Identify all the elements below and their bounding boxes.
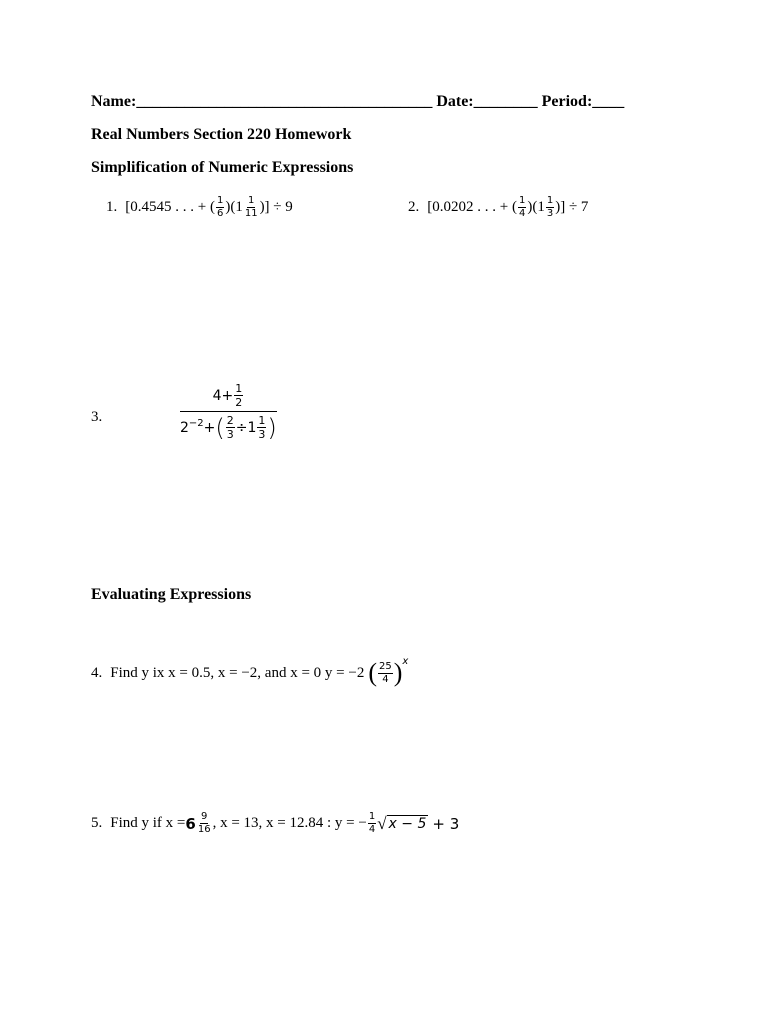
fraction: $\frac{1}{3}$ — [258, 414, 266, 441]
fraction: $\frac{1}{11}$ — [244, 195, 258, 219]
problem-number: 5. — [91, 815, 103, 831]
fraction: $\frac{1}{4}$ — [368, 811, 376, 835]
fraction-numerator: 4+ $\frac{1}{2}$ — [212, 382, 243, 409]
fraction: $\frac{1}{2}$ — [235, 382, 243, 409]
problem-number: 2. — [408, 199, 420, 215]
fraction-denominator: 2 −2 + ( $\frac{2}{3}$ ÷1 $\frac{1}{3}$ ) — [180, 411, 277, 440]
period-label: Period: — [541, 93, 593, 110]
date-label: Date: — [436, 93, 474, 110]
problem-3-number: 3. — [91, 409, 103, 425]
square-root: √ x − 5 — [377, 813, 427, 833]
worksheet-title: Real Numbers Section 220 Homework — [91, 126, 352, 143]
problem-text: Find y if x = — [110, 815, 186, 831]
problem-4: 4. Find y ix x = 0.5, x = −2, and x = 0 y = −2 ( $\frac{25}{4}$ ) x — [91, 655, 409, 687]
problem-number: 4. — [91, 664, 103, 681]
date-field[interactable]: ________ — [473, 93, 538, 110]
period-field[interactable]: ____ — [592, 93, 625, 110]
fraction: $\frac{1}{4}$ — [518, 195, 526, 219]
complex-fraction — [180, 383, 277, 440]
problem-number: 1. — [106, 199, 118, 215]
problem-text: [0.0202 . . . + ( — [427, 199, 517, 215]
fraction: $\frac{1}{3}$ — [546, 195, 554, 219]
name-label: Name: — [91, 93, 137, 110]
problem-text: )(1 — [225, 199, 243, 215]
problem-1 — [106, 196, 293, 219]
name-field[interactable]: _____________________________________ — [136, 93, 433, 110]
section-title-evaluating: Evaluating Expressions — [91, 586, 252, 603]
problem-5: 5. Find y if x = 6 $\frac{9}{16}$ , x = 13, x = 12.84 : y = − $\frac{1}{4}$ √ x − 5 + 3 — [91, 811, 460, 835]
fraction: $\frac{9}{16}$ — [197, 811, 211, 835]
problem-text: , x = 13, x = 12.84 : y = − — [212, 815, 367, 831]
problem-2 — [408, 196, 588, 219]
problem-text: )] ÷ 9 — [259, 199, 293, 215]
fraction: $\frac{2}{3}$ — [226, 414, 234, 441]
problem-text: [0.4545 . . . + ( — [125, 199, 215, 215]
fraction: $\frac{25}{4}$ — [379, 660, 392, 685]
problem-text: Find y ix x = 0.5, x = −2, and x = 0 y = −2 — [110, 664, 365, 681]
problem-text: )] ÷ 7 — [555, 199, 589, 215]
header-line — [91, 93, 624, 111]
section-title-simplification: Simplification of Numeric Expressions — [91, 159, 354, 176]
problem-3-expression — [180, 383, 277, 440]
fraction: $\frac{1}{6}$ — [216, 195, 224, 219]
problem-text: )(1 — [527, 199, 545, 215]
